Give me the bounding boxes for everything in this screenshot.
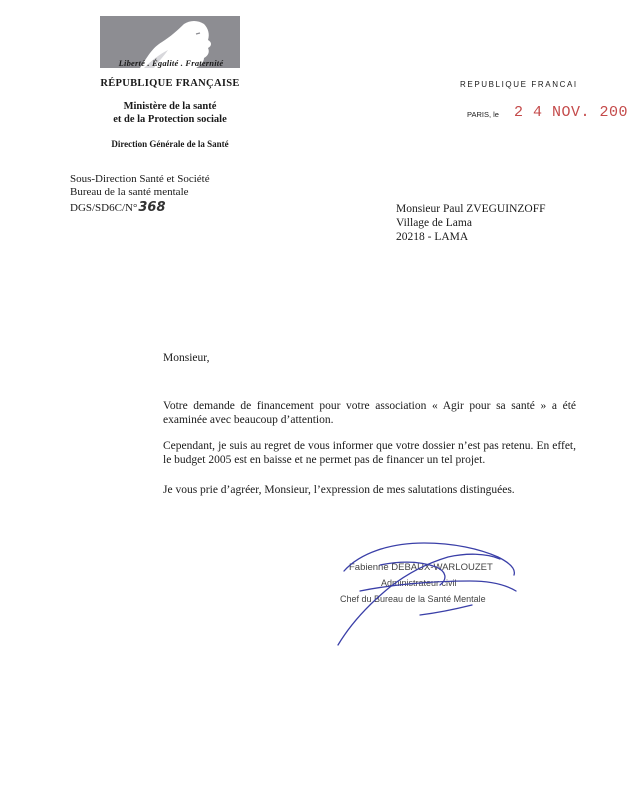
reference-prefix: DGS/SD6C/N° (70, 202, 138, 214)
signatory-name: Fabienne DEBAUX-WARLOUZET (349, 562, 493, 573)
paragraph-2: Cependant, je suis au regret de vous informer que votre dossier n’est pas retenu. En effet, le budget 2005 est en baisse et ne permet pas de financer un tel projet. (163, 440, 576, 466)
ministry-line-1: Ministère de la santé (123, 101, 217, 112)
addressee-line-2: Village de Lama (396, 217, 472, 229)
signatory-bureau: Chef du Bureau de la Santé Mentale (340, 594, 486, 604)
bureau: Bureau de la santé mentale (70, 186, 189, 198)
handwritten-signature (320, 535, 540, 655)
republic-motto: Liberté . Égalité . Fraternité (118, 58, 224, 68)
subdirection: Sous-Direction Santé et Société (70, 173, 210, 185)
addressee-name: Monsieur Paul ZVEGUINZOFF (396, 203, 546, 215)
paragraph-1: Votre demande de financement pour votre association « Agir pour sa santé » a été examinée avec beaucoup d’attention. (163, 400, 576, 426)
ministry-name (100, 100, 240, 126)
sender-block (70, 173, 210, 199)
republic-title-left: RÉPUBLIQUE FRANÇAISE (100, 78, 240, 89)
reference-number: 368 (138, 200, 166, 215)
salutation: Monsieur, (163, 352, 210, 364)
direction-name: Direction Générale de la Santé (111, 139, 229, 149)
signatory-role: Administrateur civil (381, 578, 457, 588)
place-label: PARIS, le (467, 110, 499, 119)
ministry-line-2: et de la Protection sociale (113, 114, 227, 125)
reference-line (70, 200, 166, 215)
date-stamp: 2 4 NOV. 200 (514, 104, 628, 121)
addressee-line-3: 20218 - LAMA (396, 231, 469, 243)
paragraph-3: Je vous prie d’agréer, Monsieur, l’expression de mes salutations distinguées. (163, 484, 515, 496)
republic-title-right: REPUBLIQUE FRANCAI (460, 80, 578, 89)
addressee-block (396, 202, 546, 244)
